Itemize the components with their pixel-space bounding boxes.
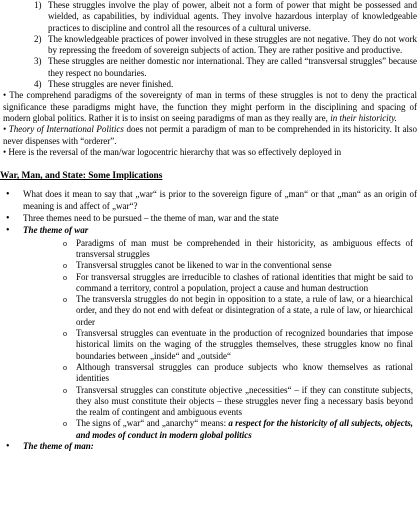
sublist-item [0,418,417,441]
paragraph-text: • Here is the reversal of the man/war logocentric hierarchy that was so effectively deployed in [3,146,342,157]
list-item-text: Three themes need to be pursued – the theme of man, war and the state [23,213,279,224]
list-number: 1) [34,0,42,10]
circle-bullet-icon: o [63,238,67,248]
list-item [0,79,417,90]
list-item [0,34,417,57]
circle-bullet-icon: o [63,272,67,282]
sublist-item [0,272,417,295]
sublist-item-text: Paradigms of man must be comprehended in their historicity, as ambiguous effects of transversal struggles [76,237,413,259]
list-item-text: These struggles involve the play of power, albeit not a form of power that might be possessed and wielded, as capabilities, by individual agents. They involve hazardous interplay of knowledgeable practices to discipline and control all the resources of a cultural universe. [48,0,417,33]
list-item-text: These struggles are never finished. [48,79,174,90]
list-item-text: The knowledgeable practices of power involved in these struggles are not negative. They do not work by repressing the freedom of sovereign subjects of action. They are rather positive and productive. [48,33,417,56]
sublist-item-text: For transversal struggles are irreducible to clashes of rational identities that might be said to command a territory, control a population, project a cause and human destruction [76,271,413,293]
list-item-text: What does it mean to say that „war“ is prior to the sovereign figure of „man“ or that „man“ as an origin of meaning is and affect of „war“? [23,189,417,211]
sublist-item-text: Transversal struggles can eventuate in the production of recognized boundaries that impose historical limits on the waging of the struggles themselves, these struggles know no final boundaries between „inside“ and „outside“ [76,328,413,361]
list-item-text: These struggles are neither domestic nor international. They are called “transversal struggles” because they respect no boundaries. [48,56,417,78]
theme-heading: The theme of war [23,225,89,236]
circle-bullet-icon: o [63,261,67,271]
list-number: 2) [34,33,42,44]
bullet-icon: • [6,213,10,225]
sublist-item-text: The transversla struggles do not begin in opposition to a state, a rule of law, or a hiearchical order, and they do not end with defeat or disintegration of a state, a rule of law, or hiearchical order [76,294,413,327]
sublist-item-text: The signs of „war“ and „anarchy“ means: [76,418,229,429]
sublist-item [0,260,417,271]
paragraph-italic: • Theory of International Politics [3,124,124,135]
circle-bullet-icon: o [63,329,67,339]
list-item [0,189,417,212]
numbered-list [0,0,417,90]
section-heading: War, Man, and State: Some Implications [0,171,163,182]
sublist-item-emphasis: a respect for the historicity of all subjects, objects, and modes of conduct in modern global politics [76,418,414,440]
theme-heading: The theme of man: [23,440,94,451]
circle-bullet-icon: o [63,295,67,305]
sublist-item [0,238,417,261]
sublist-item [0,328,417,362]
paragraph-reversal [0,147,417,158]
list-number: 3) [34,56,42,67]
war-sublist [0,238,417,441]
sublist-item-text: Although transversal struggles can produce subjects who know themselves as rational identities [76,361,413,384]
paragraph-italic: in their historicity. [330,112,397,123]
circle-bullet-icon: o [63,419,67,429]
bullet-icon: • [6,225,10,237]
paragraph-sovereignty [0,90,417,124]
paragraph-text: • The comprehend paradigms of the sovereignty of man in terms of these struggles is not to deny the practical significance these paradigms might have, the function they might perform in the disciplining and spacing of modern global politics. Rather it is to insist on seeing paradigms of man as they really are, [3,90,417,123]
sublist-item [0,362,417,385]
list-item [0,0,417,34]
paragraph-text: does not permit a paradigm of man to be comprehended in its historicity. It also never dispenses with “orderer”. [3,124,417,146]
circle-bullet-icon: o [63,385,67,395]
list-item [0,225,417,236]
list-item [0,213,417,224]
list-item [0,441,417,452]
sublist-item [0,294,417,328]
bullet-icon: • [6,189,10,201]
sublist-item-text: Transversal struggles canot be likened to war in the conventional sense [76,260,332,271]
sublist-item [0,385,417,419]
circle-bullet-icon: o [63,362,67,372]
paragraph-theory [0,124,417,147]
bullet-icon: • [6,440,10,452]
list-item [0,56,417,79]
sublist-item-text: Transversal struggles can constitute objective „necessities“ – if they can constitute subjects, they also must constitute their objects – these struggles never fing a necessary basis beyond the realm of contingent and ambiguous events [76,384,413,418]
list-number: 4) [34,79,42,90]
